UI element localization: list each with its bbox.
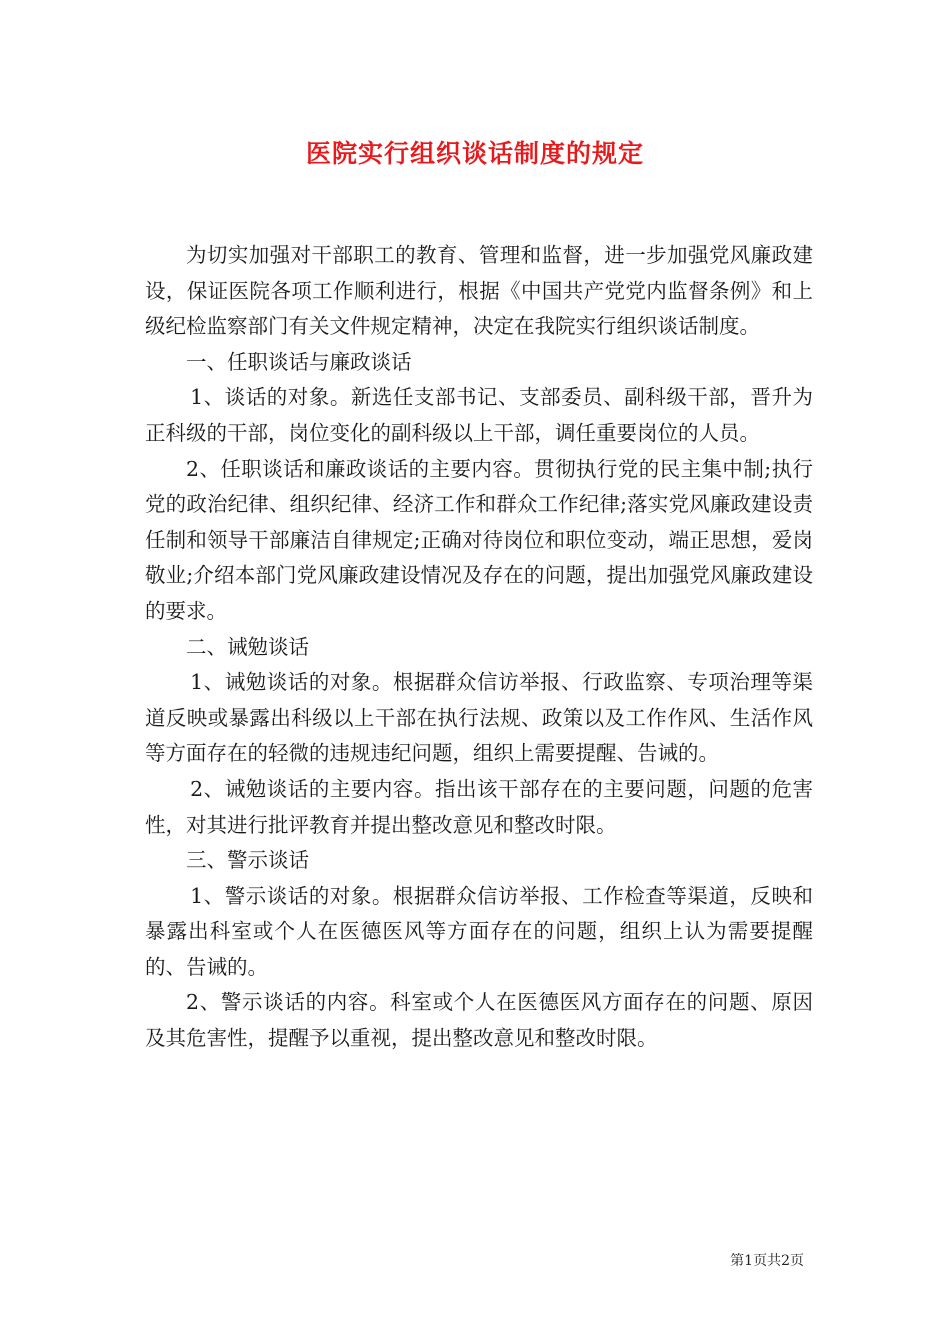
document-title: 医院实行组织谈话制度的规定 <box>305 139 644 168</box>
body-paragraph: 2、任职谈话和廉政谈话的主要内容。贯彻执行党的民主集中制;执行党的政治纪律、组织纪律、经济工作和群众工作纪律;落实党风廉政建设责任制和领导干部廉洁自律规定;正确对待岗位和职位变动，端正思想，爱岗敬业;介绍本部门党风廉政建设情况及存在的问题，提出加强党风廉政建设的要求。 <box>145 456 813 623</box>
intro-paragraph: 为切实加强对干部职工的教育、管理和监督，进一步加强党风廉政建设，保证医院各项工作顺利进行，根据《中国共产党党内监督条例》和上级纪检监察部门有关文件规定精神，决定在我院实行组织谈话制度。 <box>145 243 813 339</box>
section-heading: 二、诫勉谈话 <box>186 634 309 659</box>
body-paragraph: 2、警示谈话的内容。科室或个人在医德医风方面存在的问题、原因及其危害性，提醒予以重视，提出整改意见和整改时限。 <box>145 990 813 1051</box>
section-heading: 三、警示谈话 <box>186 848 309 873</box>
document-body <box>145 238 813 1057</box>
body-paragraph: 1、诫勉谈话的对象。根据群众信访举报、行政监察、专项治理等渠道反映或暴露出科级以上干部在执行法规、政策以及工作作风、生活作风等方面存在的轻微的违规违纪问题，组织上需要提醒、告诫的。 <box>145 670 813 766</box>
page-number: 第1页共2页 <box>730 1253 804 1269</box>
body-paragraph: 1、谈话的对象。新选任支部书记、支部委员、副科级干部，晋升为正科级的干部，岗位变化的副科级以上干部，调任重要岗位的人员。 <box>145 385 813 445</box>
section-heading: 一、任职谈话与廉政谈话 <box>186 349 412 374</box>
body-paragraph: 2、诫勉谈话的主要内容。指出该干部存在的主要问题，问题的危害性，对其进行批评教育并提出整改意见和整改时限。 <box>145 776 813 837</box>
body-paragraph: 1、警示谈话的对象。根据群众信访举报、工作检查等渠道，反映和暴露出科室或个人在医德医风等方面存在的问题，组织上认为需要提醒的、告诫的。 <box>145 883 813 979</box>
